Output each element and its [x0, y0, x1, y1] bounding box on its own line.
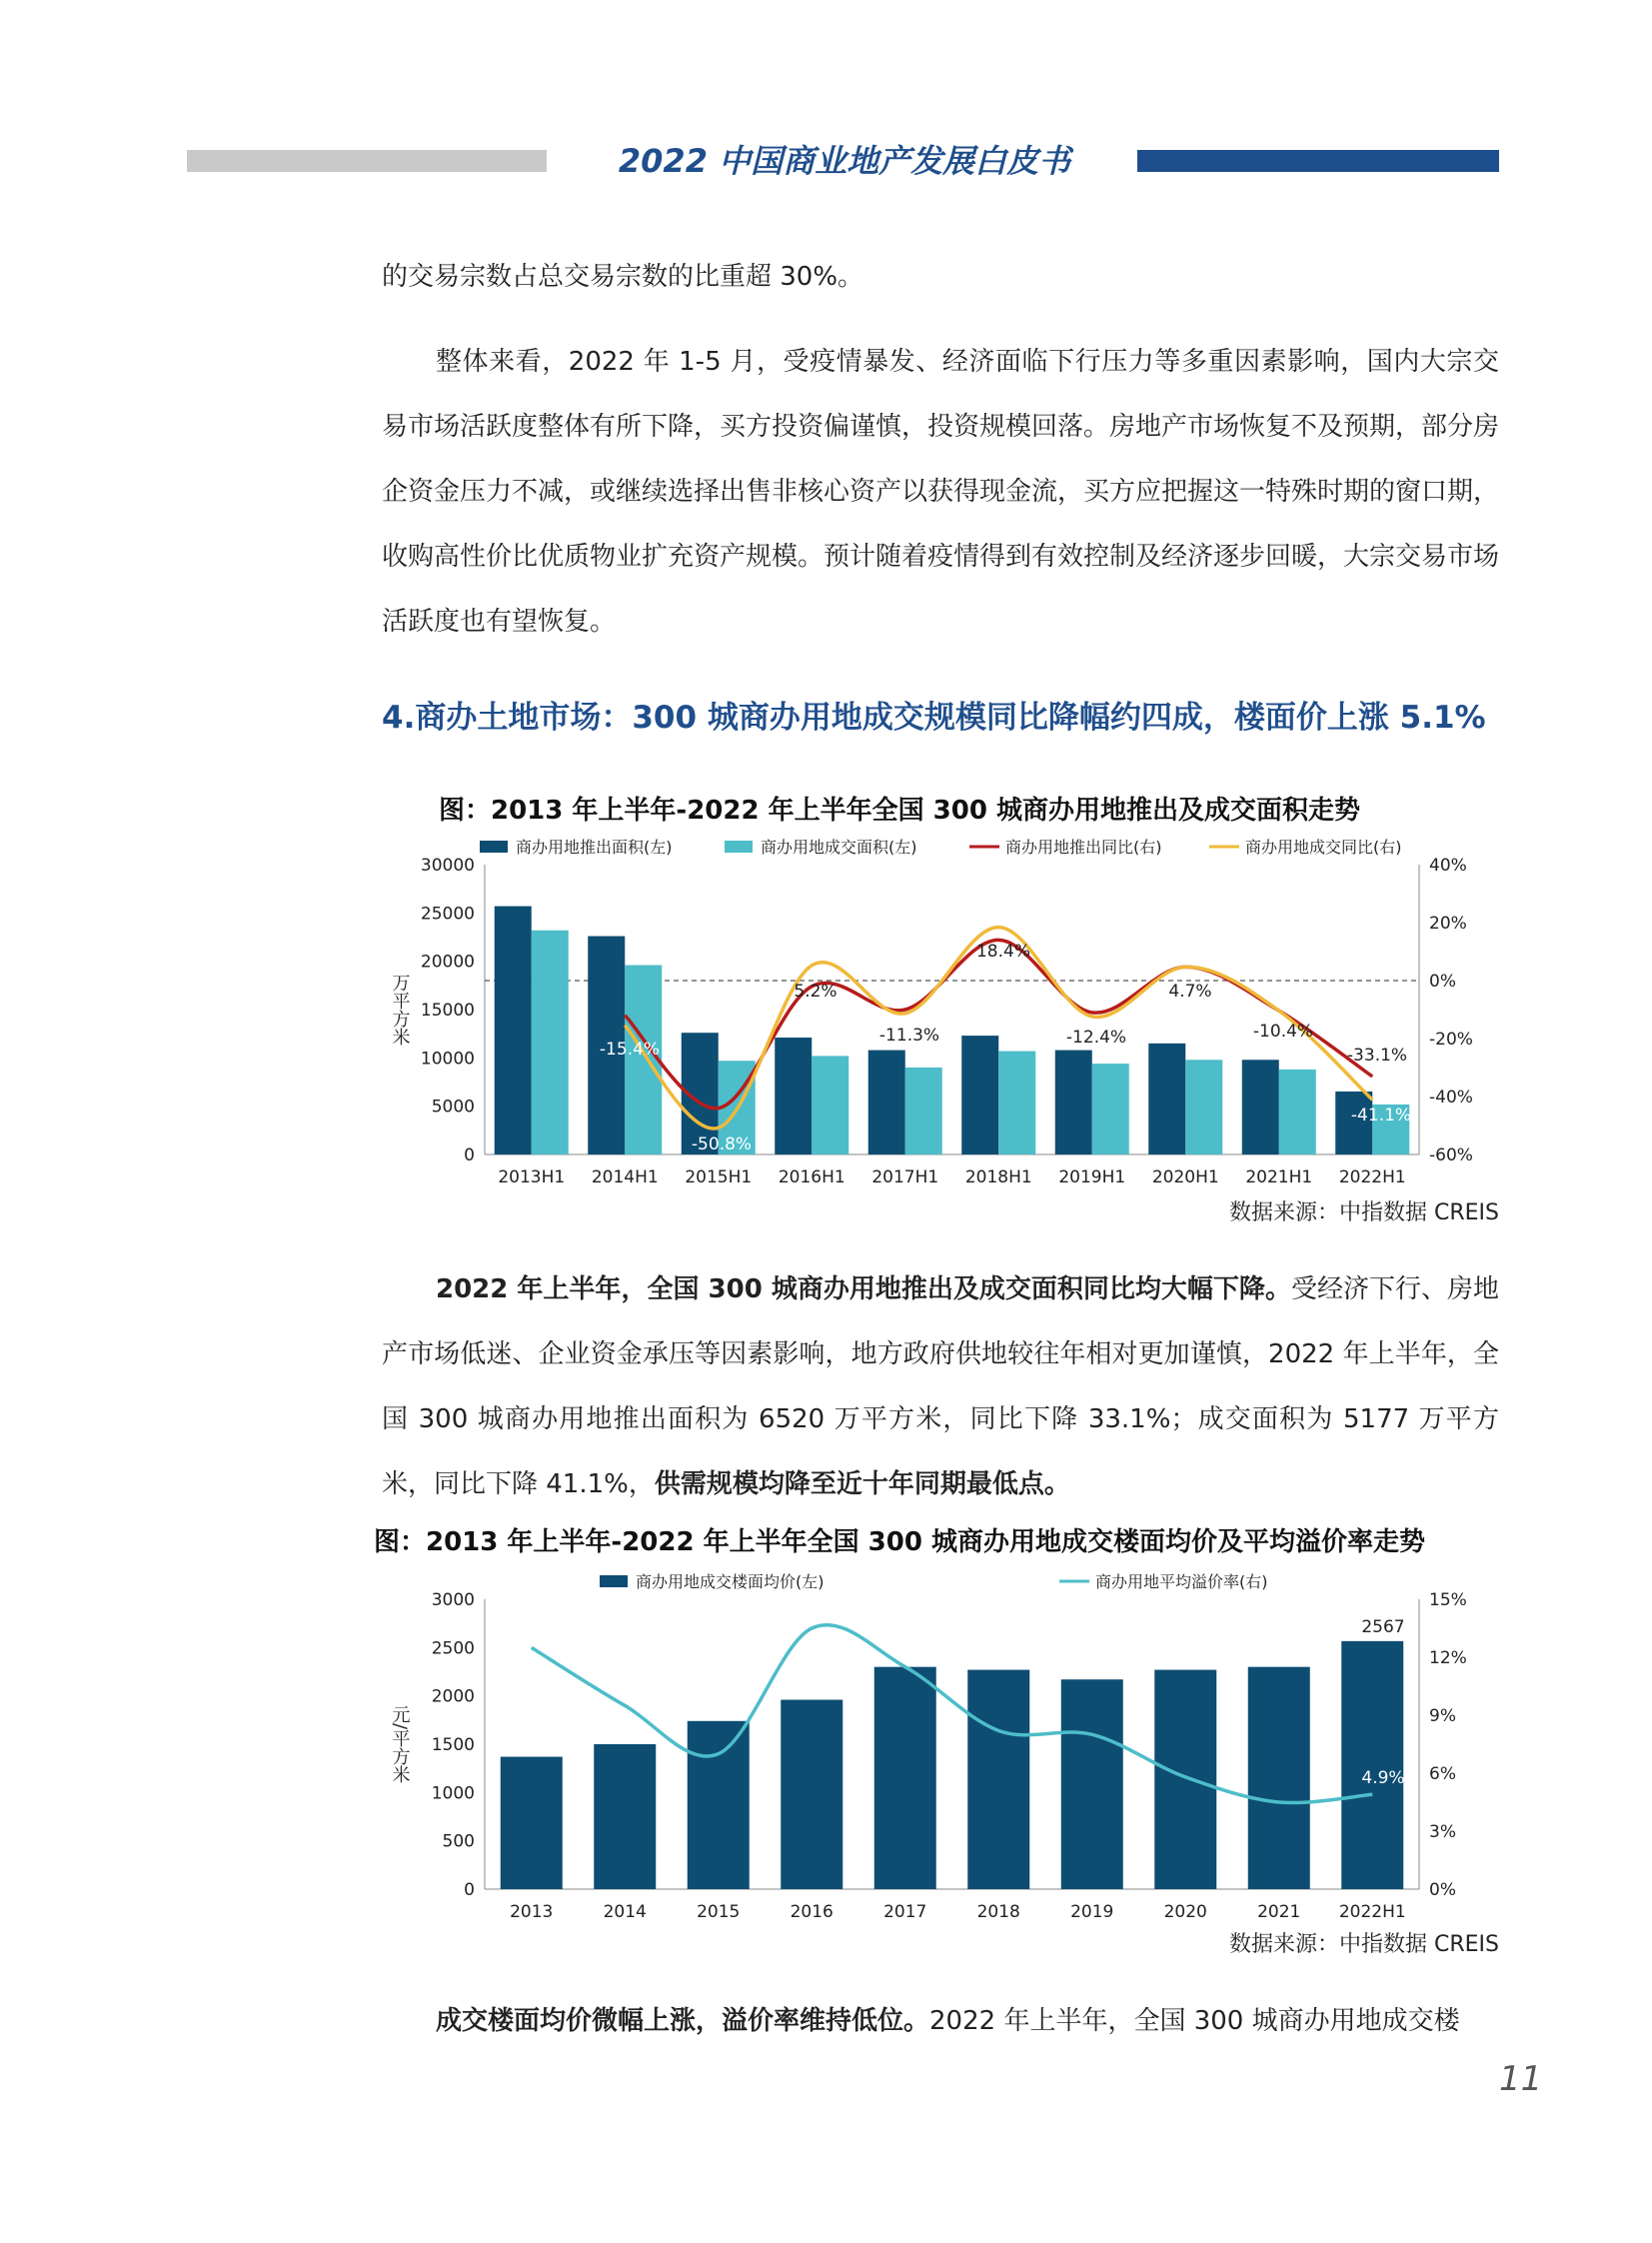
bar-2	[998, 1052, 1035, 1154]
y-axis-label: 元/平方米	[389, 1704, 411, 1784]
x-tick-label: 2013H1	[498, 1167, 566, 1187]
y2-tick-label: 6%	[1429, 1764, 1456, 1784]
bar-1	[1061, 1679, 1123, 1889]
y-tick-label: 20000	[420, 952, 475, 973]
bar-2	[532, 931, 569, 1154]
data-label: 2567	[1361, 1617, 1405, 1637]
x-tick-label: 2017	[883, 1902, 927, 1921]
bar-1	[688, 1721, 750, 1889]
header-bar-right	[1137, 150, 1499, 172]
paragraph-3-body: 受经济下行、房地产市场低迷、企业资金承压等因素影响，地方政府供地较往年相对更加谨慎，2022 年上半年，全国 300 城商办用地推出面积为 6520 万平方米，同比下降 33.1%；成交面积为 5177 万平方米，同比下降 41.1%，	[382, 1274, 1499, 1499]
figure-2-source: 数据来源：中指数据 CREIS	[1229, 1932, 1499, 1957]
y-tick-label: 15000	[420, 1001, 475, 1021]
x-tick-label: 2021H1	[1245, 1167, 1313, 1187]
paragraph-3-conclusion: 供需规模均降至近十年同期最低点。	[654, 1469, 1070, 1499]
y-tick-label: 1000	[431, 1783, 475, 1804]
x-tick-label: 2022H1	[1338, 1167, 1406, 1187]
paragraph-1	[382, 245, 1499, 310]
data-label: 5.2%	[794, 982, 837, 1002]
bar-2	[1092, 1064, 1129, 1154]
legend-swatch	[480, 841, 508, 853]
data-label: -11.3%	[878, 1026, 940, 1046]
bar-1	[1148, 1044, 1185, 1154]
y-tick-label: 3000	[431, 1590, 475, 1610]
bar-1	[1242, 1060, 1279, 1154]
data-label: 4.9%	[1361, 1768, 1405, 1788]
y-axis-label: 万平方米	[389, 974, 411, 1046]
bar-2	[1279, 1070, 1316, 1154]
data-label: -50.8%	[691, 1134, 753, 1154]
x-tick-label: 2020H1	[1151, 1167, 1219, 1187]
paragraph-4-lead: 成交楼面均价微幅上涨，溢价率维持低位。	[436, 2006, 930, 2036]
y2-tick-label: 0%	[1429, 972, 1456, 992]
x-tick-label: 2014	[603, 1902, 647, 1921]
x-tick-label: 2018	[976, 1902, 1020, 1921]
bar-1	[1248, 1667, 1310, 1889]
x-tick-label: 2019H1	[1058, 1167, 1126, 1187]
y-tick-label: 0	[464, 1145, 475, 1165]
data-label: -10.4%	[1252, 1022, 1314, 1042]
x-tick-label: 2015H1	[685, 1167, 753, 1187]
legend-label: 商办用地推出面积(左)	[516, 838, 673, 857]
x-tick-label: 2015	[697, 1902, 741, 1921]
paragraph-4-body: 2022 年上半年，全国 300 城商办用地成交楼	[929, 2006, 1460, 2036]
figure-2-title: 图：2013 年上半年-2022 年上半年全国 300 城商办用地成交楼面均价及平均溢价率走势	[374, 1527, 1425, 1557]
y2-tick-label: 0%	[1429, 1880, 1456, 1900]
paragraph-3	[382, 1257, 1499, 1517]
data-label: -12.4%	[1065, 1028, 1127, 1048]
y2-tick-label: 20%	[1429, 914, 1467, 934]
header-title: 2022 中国商业地产发展白皮书	[618, 142, 1071, 180]
bar-1	[781, 1700, 842, 1889]
legend-label: 商办用地平均溢价率(右)	[1095, 1572, 1268, 1591]
y-tick-label: 1500	[431, 1735, 475, 1755]
y-tick-label: 5000	[431, 1097, 475, 1118]
y2-tick-label: 3%	[1429, 1822, 1456, 1842]
line-series-1	[532, 1625, 1373, 1803]
y2-tick-label: 15%	[1429, 1590, 1467, 1610]
figure-1-chart	[380, 830, 1499, 1199]
legend-label: 商办用地成交面积(左)	[761, 838, 917, 857]
paragraph-4	[382, 1989, 1499, 2054]
y-tick-label: 0	[464, 1880, 475, 1900]
x-tick-label: 2016	[790, 1902, 833, 1921]
bar-1	[501, 1757, 563, 1889]
y2-tick-label: -20%	[1429, 1030, 1473, 1050]
y2-tick-label: 9%	[1429, 1706, 1456, 1726]
paragraph-4-text	[382, 1989, 1499, 2054]
data-label: -41.1%	[1350, 1106, 1412, 1125]
y2-tick-label: -40%	[1429, 1088, 1473, 1108]
bar-1	[775, 1038, 812, 1154]
bar-2	[905, 1068, 942, 1154]
bar-1	[594, 1744, 656, 1889]
header-bar-left	[187, 150, 547, 172]
y2-tick-label: 40%	[1429, 856, 1467, 876]
page-number: 11	[1499, 2059, 1543, 2099]
bar-1	[967, 1670, 1029, 1889]
paragraph-3-lead: 2022 年上半年，全国 300 城商办用地推出及成交面积同比均大幅下降。	[436, 1274, 1291, 1304]
figure-1-title: 图：2013 年上半年-2022 年上半年全国 300 城商办用地推出及成交面积走势	[439, 796, 1360, 826]
x-tick-label: 2017H1	[871, 1167, 939, 1187]
x-tick-label: 2013	[510, 1902, 554, 1921]
bar-1	[1055, 1051, 1092, 1154]
x-tick-label: 2020	[1163, 1902, 1207, 1921]
section-title: 4.商办土地市场：300 城商办用地成交规模同比降幅约四成，楼面价上涨 5.1%	[382, 700, 1486, 736]
figure-1-source: 数据来源：中指数据 CREIS	[1229, 1200, 1499, 1225]
bar-1	[495, 907, 532, 1154]
y-tick-label: 25000	[420, 904, 475, 925]
y-tick-label: 30000	[420, 856, 475, 876]
y-tick-label: 500	[442, 1831, 475, 1852]
legend-label: 商办用地成交楼面均价(左)	[636, 1572, 825, 1591]
data-label: -33.1%	[1346, 1046, 1408, 1066]
y-tick-label: 2500	[431, 1638, 475, 1659]
legend-label: 商办用地推出同比(右)	[1005, 838, 1162, 857]
bar-1	[1154, 1670, 1216, 1889]
paragraph-3-text	[382, 1257, 1499, 1517]
x-tick-label: 2019	[1070, 1902, 1114, 1921]
x-tick-label: 2022H1	[1338, 1902, 1406, 1921]
figure-2-chart	[380, 1561, 1499, 1921]
legend-label: 商办用地成交同比(右)	[1245, 838, 1402, 857]
y-tick-label: 10000	[420, 1049, 475, 1070]
data-label: 4.7%	[1168, 982, 1212, 1002]
x-tick-label: 2018H1	[964, 1167, 1032, 1187]
bar-1	[874, 1667, 936, 1889]
legend-swatch	[725, 841, 753, 853]
x-tick-label: 2021	[1257, 1902, 1301, 1921]
paragraph-1-text: 的交易宗数占总交易宗数的比重超 30%。	[382, 262, 864, 292]
y-tick-label: 2000	[431, 1686, 475, 1707]
y2-tick-label: -60%	[1429, 1145, 1473, 1165]
legend-swatch	[600, 1575, 628, 1587]
bar-2	[1185, 1060, 1222, 1154]
bar-1	[961, 1036, 998, 1154]
bar-2	[812, 1056, 848, 1154]
paragraph-2-text: 整体来看，2022 年 1-5 月，受疫情暴发、经济面临下行压力等多重因素影响，国内大宗交易市场活跃度整体有所下降，买方投资偏谨慎，投资规模回落。房地产市场恢复不及预期，部分房企资金压力不减，或继续选择出售非核心资产以获得现金流，买方应把握这一特殊时期的窗口期，收购高性价比优质物业扩充资产规模。预计随着疫情得到有效控制及经济逐步回暖，大宗交易市场活跃度也有望恢复。	[382, 347, 1500, 637]
data-label: -15.4%	[599, 1040, 661, 1060]
bar-1	[1341, 1641, 1403, 1889]
data-label: 18.4%	[975, 942, 1031, 962]
y2-tick-label: 12%	[1429, 1648, 1467, 1668]
x-tick-label: 2014H1	[591, 1167, 659, 1187]
x-tick-label: 2016H1	[778, 1167, 845, 1187]
paragraph-2	[382, 330, 1499, 655]
bar-1	[868, 1051, 905, 1154]
